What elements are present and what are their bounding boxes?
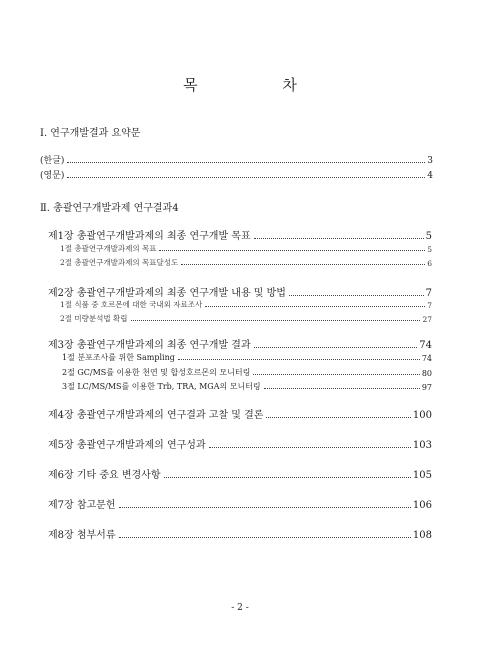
toc-subsection-3-2[interactable] [62, 367, 432, 378]
toc-page-number: 5 [425, 231, 432, 242]
toc-page-number: 3 [427, 156, 433, 166]
toc-page-number: 7 [427, 301, 432, 310]
dot-leader [289, 295, 424, 296]
dot-leader [209, 447, 411, 448]
dot-leader [164, 477, 411, 478]
dot-leader [159, 250, 425, 251]
dot-leader [205, 306, 425, 307]
dot-leader [67, 162, 425, 163]
toc-entry-label: 2절 총괄연구개발과제의 목표달성도 [60, 258, 179, 267]
toc-subsection-3-3[interactable] [62, 381, 432, 392]
toc-entry-label: 1절 분포조사를 위한 Sampling [62, 353, 175, 362]
toc-page-number: 74 [421, 354, 432, 363]
toc-chapter-6[interactable] [48, 466, 432, 481]
section-heading-results: Ⅱ. 총괄연구개발과제 연구결과4 [40, 203, 179, 214]
toc-entry-label: (한글) [40, 156, 65, 166]
dot-leader [254, 347, 418, 348]
toc-entry-label: 제7장 참고문헌 [48, 500, 116, 511]
toc-chapter-3[interactable] [48, 336, 432, 351]
dot-leader [67, 177, 425, 178]
toc-page-number: 5 [427, 245, 432, 254]
toc-page-number: 105 [412, 470, 432, 481]
dot-leader [266, 417, 410, 418]
toc-page-number: 103 [412, 440, 432, 451]
page-title: 목 차 [183, 76, 337, 94]
toc-subsection-2-1[interactable] [60, 299, 432, 310]
dot-leader [131, 320, 421, 321]
toc-chapter-4[interactable] [48, 406, 432, 421]
toc-entry-label: 제3장 총괄연구개발과제의 최종 연구개발 결과 [48, 340, 251, 351]
toc-page-number: 108 [412, 530, 432, 541]
toc-subsection-3-1[interactable] [62, 352, 432, 363]
dot-leader [181, 264, 425, 265]
toc-entry-label: 제4장 총괄연구개발과제의 연구결과 고찰 및 결론 [48, 410, 264, 421]
toc-page-number: 100 [412, 410, 432, 421]
toc-entry-label: (영문) [40, 171, 65, 181]
toc-entry-label: 2절 GC/MS를 이용한 천연 및 합성호르몬의 모니터링 [62, 368, 251, 377]
toc-chapter-5[interactable] [48, 436, 432, 451]
toc-page-number: 7 [425, 288, 432, 299]
dot-leader [119, 537, 411, 538]
toc-page-number: 80 [421, 369, 432, 378]
toc-subsection-1-2[interactable] [60, 257, 432, 268]
section-heading-summary: Ⅰ. 연구개발결과 요약문 [40, 128, 141, 139]
dot-leader [119, 507, 411, 508]
dot-leader [264, 388, 420, 389]
toc-chapter-7[interactable] [48, 496, 432, 511]
toc-entry-label: 제5장 총괄연구개발과제의 연구성과 [48, 440, 206, 451]
toc-entry-korean-summary[interactable] [40, 153, 433, 166]
toc-page-number: 97 [421, 383, 432, 392]
toc-chapter-1[interactable] [48, 227, 432, 242]
toc-entry-label: 1절 식품 중 호르몬에 대한 국내외 자료조사 [60, 300, 203, 309]
toc-entry-label: 제1장 총괄연구개발과제의 최종 연구개발 목표 [48, 231, 251, 242]
toc-entry-label: 제6장 기타 중요 변경사항 [48, 470, 161, 481]
toc-entry-english-summary[interactable] [40, 168, 433, 181]
toc-entry-label: 3절 LC/MS/MS를 이용한 Trb, TRA, MGA의 모니터링 [62, 382, 261, 391]
toc-page-number: 27 [422, 315, 432, 324]
dot-leader [254, 238, 424, 239]
toc-subsection-1-1[interactable] [60, 243, 432, 254]
toc-entry-label: 제8장 첨부서류 [48, 530, 116, 541]
toc-entry-label: 제2장 총괄연구개발과제의 최종 연구개발 내용 및 방법 [48, 288, 286, 299]
dot-leader [178, 359, 420, 360]
toc-page-number: 106 [412, 500, 432, 511]
toc-page-number: 4 [427, 171, 433, 181]
page-number-footer: - 2 - [231, 603, 249, 613]
toc-entry-label: 1절 총괄연구개발과제의 목표 [60, 244, 157, 253]
toc-chapter-2[interactable] [48, 284, 432, 299]
toc-subsection-2-2[interactable] [60, 313, 432, 324]
toc-page-number: 6 [427, 259, 432, 268]
toc-entry-label: 2절 미량분석법 확립 [60, 314, 128, 323]
toc-page-number: 74 [419, 340, 432, 351]
dot-leader [253, 374, 419, 375]
toc-chapter-8[interactable] [48, 526, 432, 541]
